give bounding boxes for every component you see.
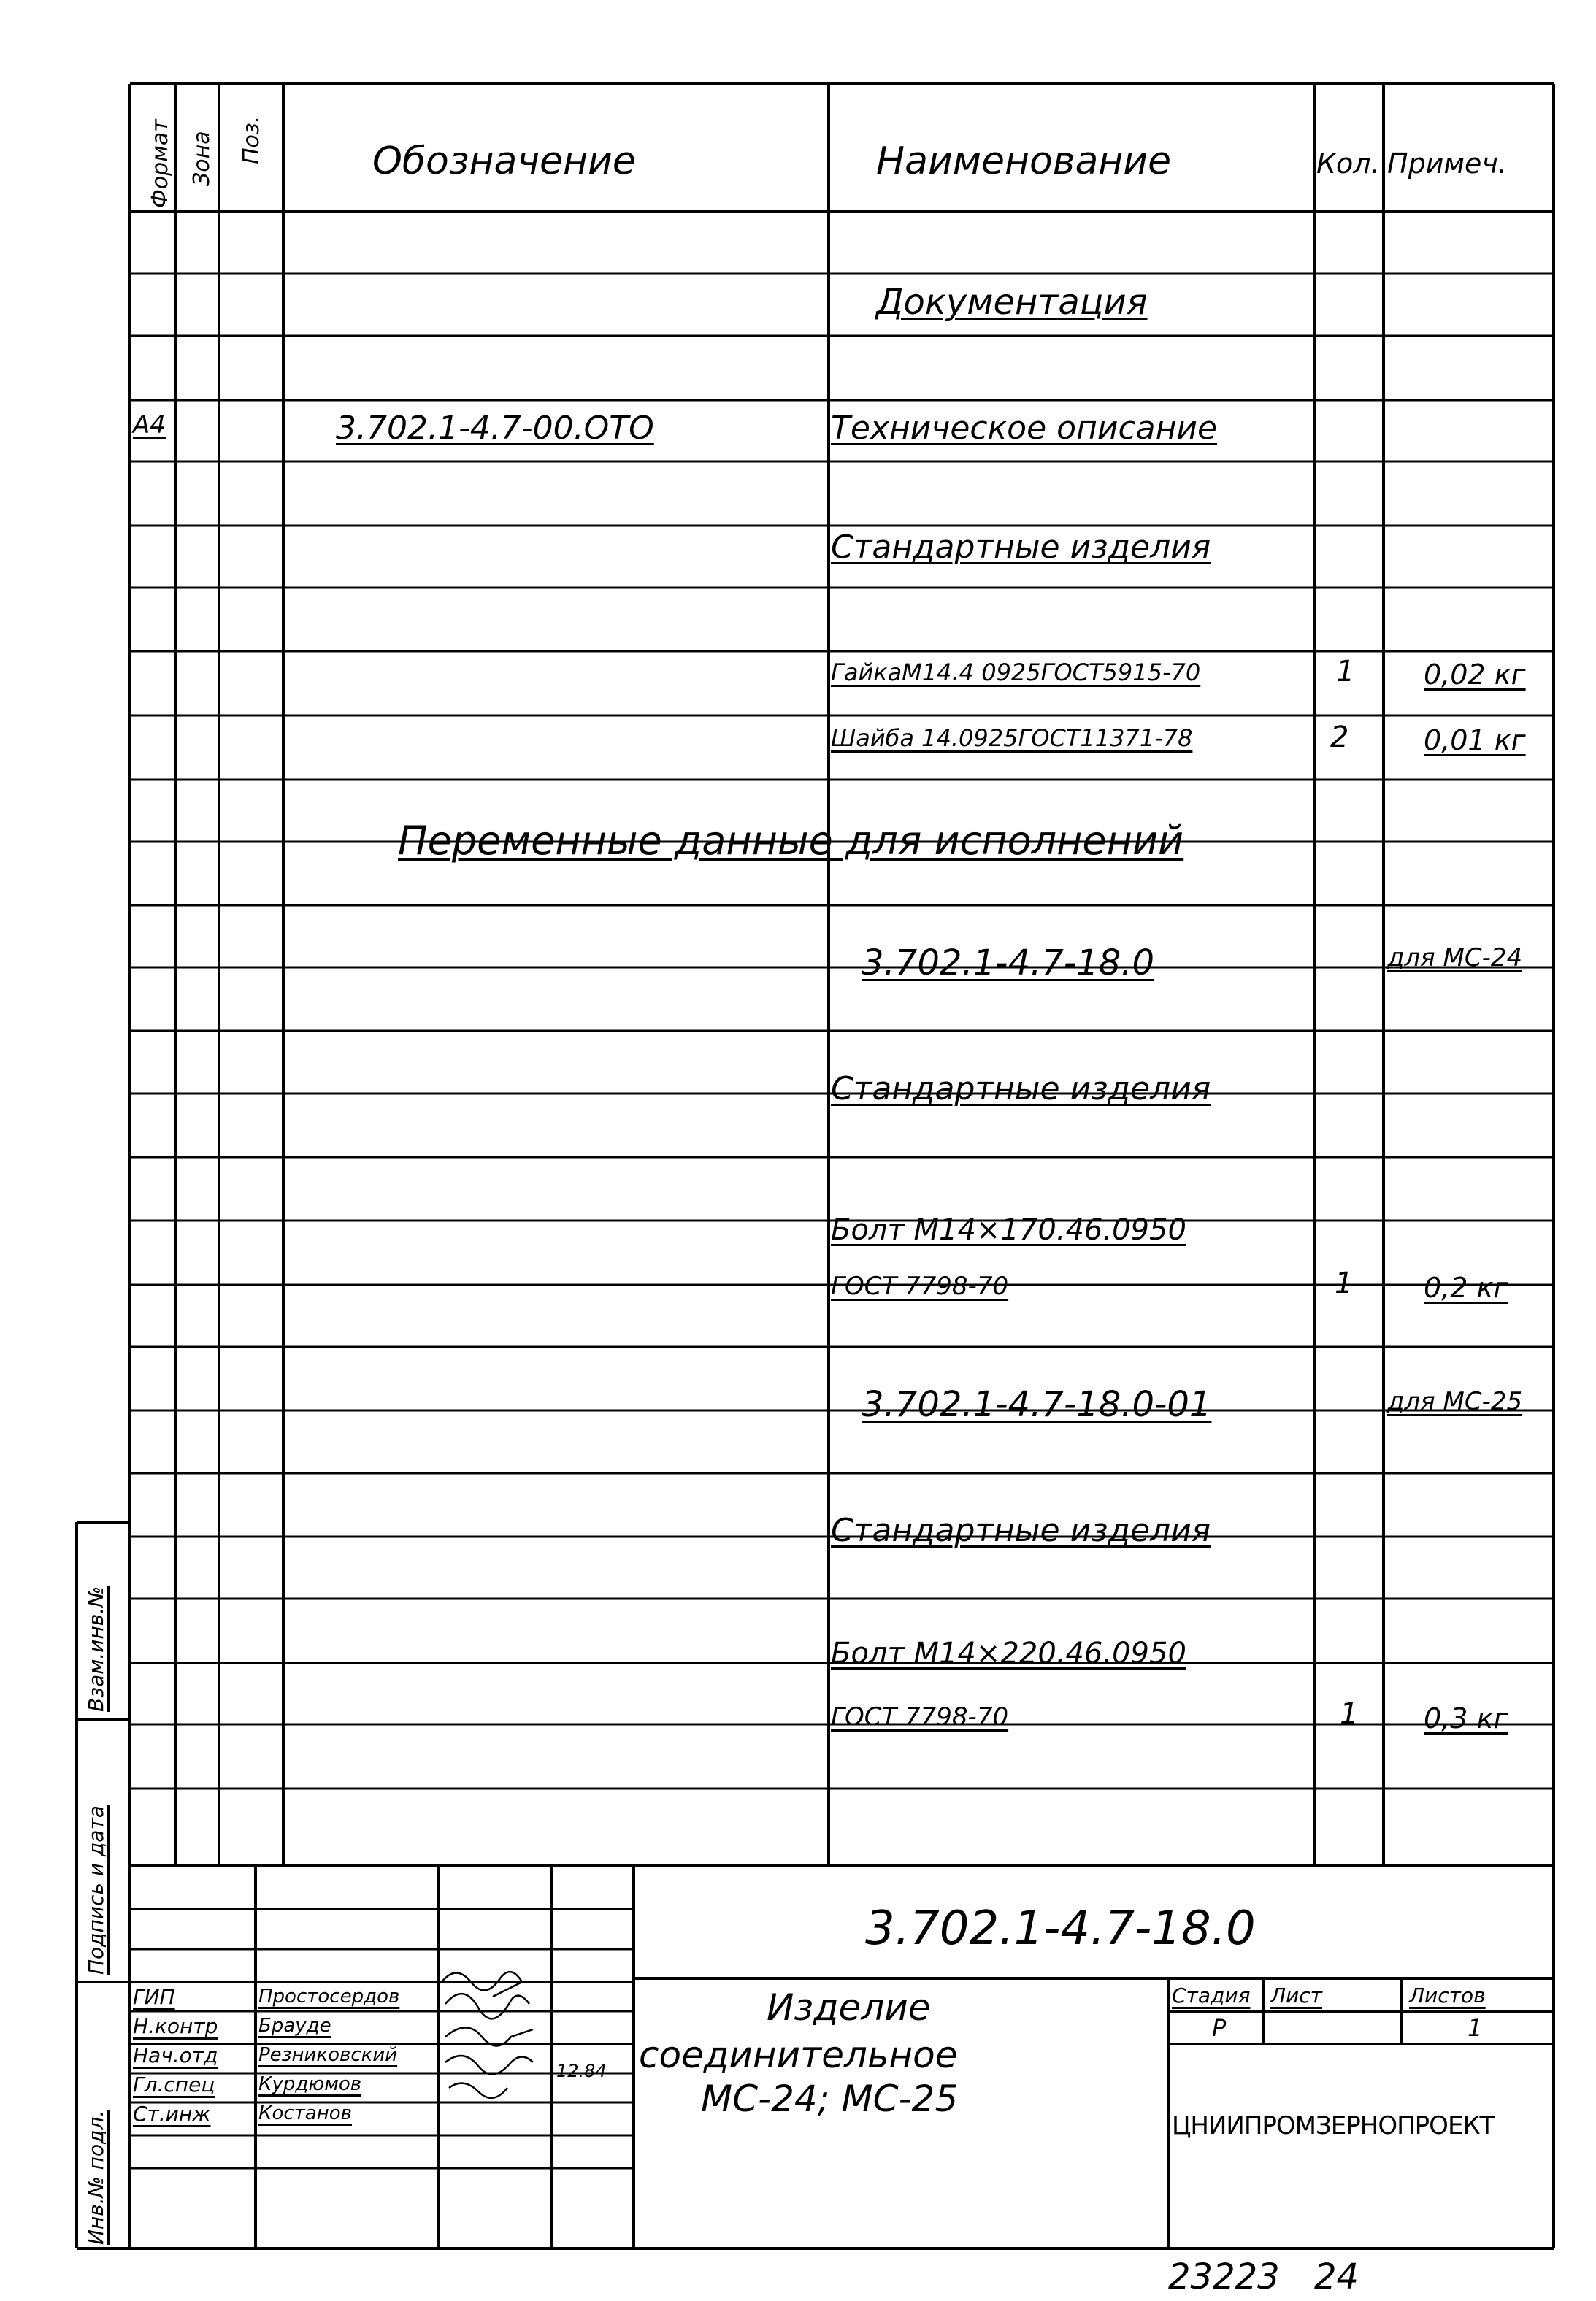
title-block-role: Н.контр xyxy=(133,2014,218,2038)
footer-page: 24 xyxy=(1314,2256,1359,2297)
side-podpis-data: Подпись и дата xyxy=(84,1805,108,1975)
bolt1-name: Болт М14×170.46.0950 xyxy=(831,1213,1186,1247)
sheets-label: Листов xyxy=(1409,1983,1486,2008)
washer-name: Шайба 14.0925ГОСТ11371-78 xyxy=(831,724,1193,752)
title-block-name: Костанов xyxy=(258,2102,352,2124)
header-format: Формат xyxy=(147,119,173,208)
var1-note: для МС-24 xyxy=(1387,943,1523,972)
title-block-role: Ст.инж xyxy=(133,2102,211,2126)
section-standard-3: Стандартные изделия xyxy=(831,1512,1211,1549)
sheet-label: Лист xyxy=(1270,1983,1322,2008)
title-block-role: Гл.спец xyxy=(133,2073,215,2097)
washer-note: 0,01 кг xyxy=(1424,724,1526,756)
title-block-role: ГИП xyxy=(133,1985,175,2009)
section-variable: Переменные данные для исполнений xyxy=(398,818,1184,864)
header-pos: Поз. xyxy=(239,115,264,164)
title-block-name: Резниковский xyxy=(258,2044,398,2066)
var1-code: 3.702.1-4.7-18.0 xyxy=(862,942,1155,983)
bolt1-note: 0,2 кг xyxy=(1424,1272,1508,1304)
section-standard-1: Стандартные изделия xyxy=(831,529,1211,566)
bolt1-qty: 1 xyxy=(1335,1267,1354,1300)
nut-qty: 1 xyxy=(1336,655,1355,688)
var2-note: для МС-25 xyxy=(1387,1387,1523,1416)
nut-note: 0,02 кг xyxy=(1424,658,1526,691)
title-block-name: Брауде xyxy=(258,2015,331,2037)
product-line-2: соединительное xyxy=(639,2034,958,2076)
stage-value: Р xyxy=(1212,2014,1227,2042)
doc-format: А4 xyxy=(133,410,166,439)
doc-name: Техническое описание xyxy=(831,410,1218,447)
bolt2-standard: ГОСТ 7798-70 xyxy=(831,1702,1009,1732)
var2-code: 3.702.1-4.7-18.0-01 xyxy=(862,1384,1212,1425)
signature-date: 12.84 xyxy=(556,2061,607,2081)
header-qty: Кол. xyxy=(1316,147,1380,180)
organization: ЦНИИПРОМЗЕРНОПРОЕКТ xyxy=(1172,2111,1495,2140)
product-line-1: Изделие xyxy=(767,1986,931,2029)
bolt2-name: Болт М14×220.46.0950 xyxy=(831,1637,1186,1670)
doc-code: 3.702.1-4.7-00.ОТО xyxy=(336,410,654,447)
header-zone: Зона xyxy=(189,131,215,186)
doc-number: 3.702.1-4.7-18.0 xyxy=(865,1902,1256,1956)
header-name: Наименование xyxy=(876,139,1172,183)
title-block-name: Простосердов xyxy=(258,1986,400,2008)
footer-number: 23223 xyxy=(1168,2256,1280,2297)
stage-label: Стадия xyxy=(1172,1983,1251,2008)
title-block-role: Нач.отд xyxy=(133,2043,218,2067)
header-note: Примеч. xyxy=(1387,147,1507,180)
sheets-value: 1 xyxy=(1468,2014,1483,2042)
title-block-name: Курдюмов xyxy=(258,2073,362,2095)
bolt2-note: 0,3 кг xyxy=(1424,1702,1508,1735)
washer-qty: 2 xyxy=(1330,721,1349,754)
side-inv-podl: Инв.№ подл. xyxy=(84,2110,108,2245)
nut-name: ГайкаМ14.4 0925ГОСТ5915-70 xyxy=(831,658,1201,686)
bolt2-qty: 1 xyxy=(1340,1697,1359,1731)
side-vzam: Взам.инв.№ xyxy=(84,1586,108,1712)
product-line-3: МС-24; МС-25 xyxy=(701,2078,959,2120)
header-designation: Обозначение xyxy=(372,139,636,183)
bolt1-standard: ГОСТ 7798-70 xyxy=(831,1272,1009,1301)
section-standard-2: Стандартные изделия xyxy=(831,1070,1211,1107)
section-documentation: Документация xyxy=(876,282,1148,323)
